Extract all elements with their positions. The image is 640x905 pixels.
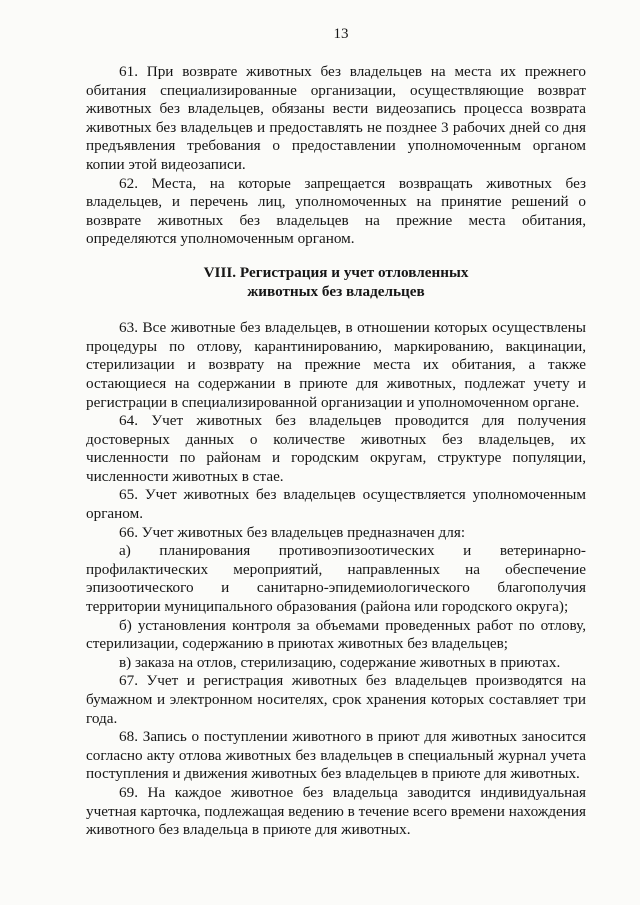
paragraph-68: 68. Запись о поступлении животного в приют для животных заносится согласно акту отлова животных без владельцев в специальный журнал учета поступления и движения животных без владельцев в приюте для животных. [86,728,586,783]
section-heading-line-2: животных без владельцев [247,282,425,300]
paragraph-69: 69. На каждое животное без владельца заводится индивидуальная учетная карточка, подлежащая ведению в течение всего времени нахождения животного без владельца в приюте для животных. [86,783,586,839]
paragraph-65: 65. Учет животных без владельцев осуществляется уполномоченным органом. [86,486,586,523]
paragraph-66-item-b: б) установления контроля за объемами проведенных работ по отлову, стерилизации, содержанию в приютах животных без владельцев; [86,616,586,653]
paragraph-66-item-v: в) заказа на отлов, стерилизацию, содержание животных в приютах. [119,653,561,671]
paragraph-63: 63. Все животные без владельцев, в отношении которых осуществлены процедуры по отлову, карантинированию, маркированию, вакцинации, стерилизации и возврату на прежние места их обитания, а также остающиеся на содержании в приюте для животных, подлежат учету и регистрации в специализированной организации и уполномоченном органе. [86,319,586,411]
section-heading-line-1: VIII. Регистрация и учет отловленных [203,263,469,281]
page-number: 13 [333,26,349,42]
paragraph-67: 67. Учет и регистрация животных без владельцев производятся на бумажном и электронном носителях, срок хранения которых составляет три года. [86,672,586,727]
paragraph-64: 64. Учет животных без владельцев проводится для получения достоверных данных о количестве животных без владельцев, их численности по районам и городским округам, структуре популяции, численности животных в стае. [86,412,586,485]
section-heading [86,264,586,301]
paragraph-66-item-a: а) планирования противоэпизоотических и ветеринарно-профилактических мероприятий, направленных на обеспечение эпизоотического и санитарно-эпидемиологического благополучия территории муниципального образования (района или городского округа); [86,542,586,616]
paragraph-61: 61. При возврате животных без владельцев на места их прежнего обитания специализированные организации, осуществляющие возврат животных без владельцев, обязаны вести видеозапись процесса возврата животных без владельцев и предоставлять не позднее 3 рабочих дней со дня предъявления требования о предоставлении уполномоченным органом копии этой видеозаписи. [86,63,586,173]
paragraph-62: 62. Места, на которые запрещается возвращать животных без владельцев, и перечень лиц, уполномоченных на принятие решений о возврате животных без владельцев на прежние места обитания, определяются уполномоченным органом. [86,174,586,248]
paragraph-66: 66. Учет животных без владельцев предназначен для: [119,523,466,541]
